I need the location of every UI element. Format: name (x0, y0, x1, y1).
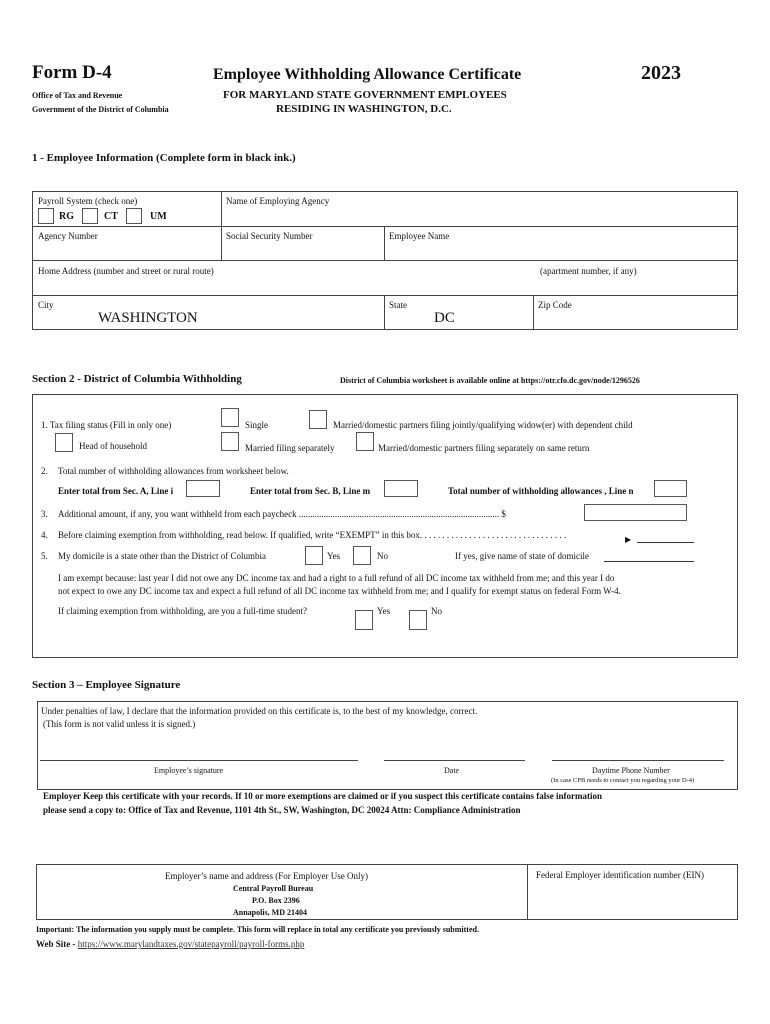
form-title: Form D-4 (32, 62, 112, 83)
line2-total-label: Total number of withholding allowances , Line n (448, 486, 634, 496)
phone-field[interactable] (552, 760, 724, 761)
city-label: City (38, 300, 54, 310)
line2-sec-a-input[interactable] (186, 480, 220, 497)
status-mfs-label: Married filing separately (245, 443, 335, 453)
declaration-line1: Under penalties of law, I declare that the information provided on this certificate is, to the best of my knowledge, correct. (41, 706, 478, 716)
home-address-label: Home Address (number and street or rural route) (38, 266, 214, 276)
status-mfj-checkbox[interactable] (309, 410, 327, 429)
domicile-yes-label: Yes (327, 551, 341, 561)
domicile-no-label: No (377, 551, 388, 561)
state-label: State (389, 300, 407, 310)
student-no-checkbox[interactable] (409, 610, 427, 630)
payroll-rg-checkbox[interactable] (38, 208, 54, 224)
status-mfs-same-checkbox[interactable] (356, 432, 374, 451)
section1-heading: 1 - Employee Information (Complete form in black ink.) (32, 152, 296, 164)
payroll-rg-label: RG (59, 211, 74, 222)
employer-address-line1: Central Payroll Bureau (233, 884, 314, 893)
ein-label: Federal Employer identification number (EIN) (536, 870, 704, 880)
payroll-um-label: UM (150, 211, 167, 222)
important-note: Important: The information you supply must be complete. This form will replace in total any certificate you previously submitted. (36, 925, 479, 934)
student-label: If claiming exemption from withholding, are you a full-time student? (58, 606, 307, 616)
payroll-ct-label: CT (104, 211, 118, 222)
line4-exempt-field[interactable] (637, 542, 694, 543)
line3-number: 3. (41, 509, 48, 519)
section3-heading: Section 3 – Employee Signature (32, 679, 181, 691)
main-title: Employee Withholding Allowance Certificate (213, 66, 522, 83)
domicile-no-checkbox[interactable] (353, 546, 371, 565)
status-mfs-checkbox[interactable] (221, 432, 239, 451)
payroll-system-label: Payroll System (check one) (38, 196, 138, 206)
website-line (36, 939, 304, 949)
date-field[interactable] (384, 760, 525, 761)
line1-label: 1. Tax filing status (Fill in only one) (41, 420, 172, 430)
arrow-right-icon: ▶ (625, 535, 632, 544)
state-value[interactable]: DC (434, 310, 455, 326)
website-label: Web Site - (36, 939, 78, 949)
line2-sec-b-input[interactable] (384, 480, 418, 497)
employer-note-line2: please send a copy to: Office of Tax and Revenue, 1101 4th St., SW, Washington, DC 20024 Attn: Compliance Administration (43, 805, 521, 815)
student-yes-checkbox[interactable] (355, 610, 373, 630)
line5-label: My domicile is a state other than the District of Columbia (58, 551, 266, 561)
employer-note-line1: Employer Keep this certificate with your records. If 10 or more exemptions are claimed or if you suspect this certificate contains false information (43, 791, 602, 801)
exempt-text-line1: I am exempt because: last year I did not owe any DC income tax and had a right to a full refund of all DC income tax withheld from me; and this year I do (58, 573, 615, 583)
employer-name-label: Employer’s name and address (For Employer Use Only) (165, 871, 369, 881)
agency-number-label: Agency Number (38, 231, 98, 241)
line2-sec-b-label: Enter total from Sec. B, Line m (250, 486, 371, 496)
line2-label: Total number of withholding allowances from worksheet below. (58, 466, 289, 476)
payroll-ct-checkbox[interactable] (82, 208, 98, 224)
student-yes-label: Yes (377, 606, 391, 616)
signature-label: Employee’s signature (154, 766, 224, 775)
payroll-um-checkbox[interactable] (126, 208, 142, 224)
office-line-1: Office of Tax and Revenue (32, 91, 123, 100)
domicile-state-label: If yes, give name of state of domicile (455, 551, 589, 561)
worksheet-note: District of Columbia worksheet is available online at https://otr.cfo.dc.gov/node/1296526 (340, 376, 640, 385)
line2-sec-a-label: Enter total from Sec. A, Line i (58, 486, 174, 496)
line3-label: Additional amount, if any, you want withheld from each paycheck ......................................................................................... $ (58, 509, 506, 519)
status-hoh-label: Head of household (79, 441, 147, 451)
subtitle-line-1: FOR MARYLAND STATE GOVERNMENT EMPLOYEES (223, 89, 507, 101)
line4-label: Before claiming exemption from withholding, read below. If qualified, write “EXEMPT” in this box. . . . . . . . . . . . . . . . . . . . . . . . . . . . . . . . . (58, 530, 567, 540)
zip-label: Zip Code (538, 300, 572, 310)
section2-heading: Section 2 - District of Columbia Withholding (32, 373, 242, 385)
domicile-state-field[interactable] (604, 561, 694, 562)
form-year: 2023 (641, 62, 681, 84)
employer-address-line2: P.O. Box 2396 (252, 896, 300, 905)
apartment-label: (apartment number, if any) (540, 266, 637, 276)
signature-field[interactable] (40, 760, 358, 761)
line2-number: 2. (41, 466, 48, 476)
status-mfs-same-label: Married/domestic partners filing separately on same return (378, 443, 590, 453)
ssn-label: Social Security Number (226, 231, 313, 241)
status-single-checkbox[interactable] (221, 408, 239, 427)
status-single-label: Single (245, 420, 269, 430)
domicile-yes-checkbox[interactable] (305, 546, 323, 565)
office-line-2: Government of the District of Columbia (32, 105, 169, 114)
line4-number: 4. (41, 530, 48, 540)
status-mfj-label: Married/domestic partners filing jointly/qualifying widow(er) with dependent child (333, 420, 633, 430)
declaration-line2: (This form is not valid unless it is signed.) (43, 719, 196, 729)
status-hoh-checkbox[interactable] (55, 433, 73, 452)
date-label: Date (444, 766, 460, 775)
city-value[interactable]: WASHINGTON (98, 310, 198, 326)
line5-number: 5. (41, 551, 48, 561)
line3-amount-input[interactable] (584, 504, 687, 521)
withholding-box (32, 394, 738, 658)
line2-total-input[interactable] (654, 480, 687, 497)
employee-name-label: Employee Name (389, 231, 450, 241)
employer-address-line3: Annapolis, MD 21404 (233, 908, 308, 917)
employing-agency-label: Name of Employing Agency (226, 196, 330, 206)
student-no-label: No (431, 606, 442, 616)
subtitle-line-2: RESIDING IN WASHINGTON, D.C. (276, 103, 452, 115)
phone-label: Daytime Phone Number (592, 766, 670, 775)
phone-note: (In case CPB needs to contact you regarding your D-4) (551, 777, 695, 784)
website-link[interactable]: https://www.marylandtaxes.gov/statepayroll/payroll-forms.php (77, 939, 305, 949)
exempt-text-line2: not expect to owe any DC income tax and expect a full refund of all DC income tax withheld from me; and I qualify for exempt status on federal Form W-4. (58, 586, 621, 596)
